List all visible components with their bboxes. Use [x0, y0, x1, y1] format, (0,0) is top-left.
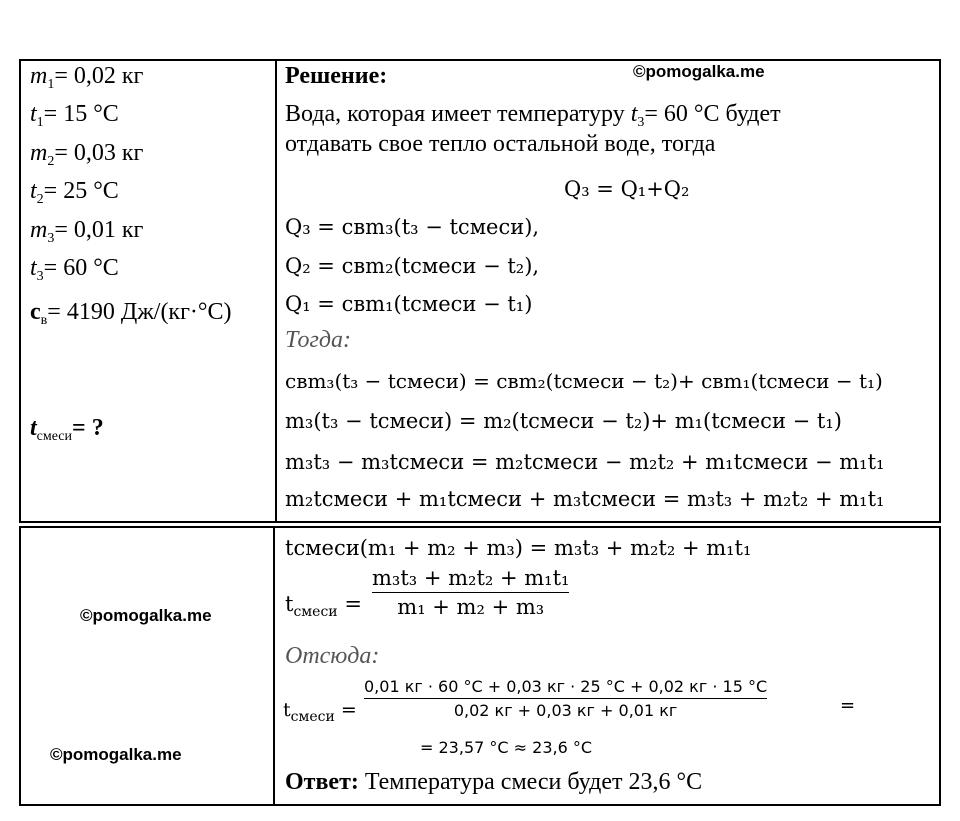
given-cv-value: = 4190 Дж/(кг·°С)	[47, 299, 232, 325]
intro-line-1-b: = 60 °C будет	[644, 101, 781, 127]
given-m3: $m_3= 0,01$ кг	[30, 217, 144, 246]
find-t-mix: $t_{смеси}=$ ?	[30, 415, 104, 444]
t-mix-label-1: $t_{смеси}$ =	[285, 592, 362, 620]
fraction-bar	[372, 592, 569, 593]
given-m1: $m_1= 0,02$ кг	[30, 63, 144, 92]
intro-line-2: отдавать свое тепло остальной воде, тогда	[285, 131, 716, 157]
intro-line-1-a: Вода, которая имеет температуру	[285, 101, 625, 127]
numeric-result: = 23,57 °C ≈ 23,6 °C	[420, 738, 593, 757]
given-m3-value: = 0,01 кг	[54, 217, 144, 243]
equation-balance-a: cвm₃(t₃ − tсмеси) = cвm₂(tсмеси − t₂)+ cвm₁(tсмеси − t₁)	[285, 369, 883, 393]
given-cv: $c_в= 4190$ Дж/(кг·°С)	[30, 299, 232, 328]
fraction-bar	[364, 698, 767, 699]
equals-trailing: =	[840, 695, 856, 716]
fraction-symbolic-numerator: m₃t₃ + m₂t₂ + m₁t₁	[372, 566, 570, 590]
fraction-symbolic	[372, 566, 569, 619]
given-m2: $m_2= 0,03$ кг	[30, 140, 144, 169]
otsyuda-label: Отсюда:	[285, 643, 380, 669]
answer-label: Ответ:	[285, 769, 359, 795]
equation-q1: Q₁ = cвm₁(tсмеси − t₁)	[285, 292, 533, 316]
equation-balance-d: m₂tсмеси + m₁tсмеси + m₃tсмеси = m₃t₃ + m₂t₂ + m₁t₁	[285, 487, 885, 511]
equation-factored: tсмеси(m₁ + m₂ + m₃) = m₃t₃ + m₂t₂ + m₁t₁	[285, 536, 752, 560]
given-t2: $t_2= 25$ °C	[30, 178, 119, 207]
fraction-numeric-numerator: 0,01 кг · 60 °C + 0,03 кг · 25 °C + 0,02 кг · 15 °C	[364, 677, 768, 696]
solution-heading: Решение:	[285, 63, 388, 89]
answer-text: Температура смеси будет 23,6 °C	[364, 769, 703, 795]
given-t3-value: = 60 °C	[43, 255, 119, 281]
given-m1-value: = 0,02 кг	[54, 63, 144, 89]
watermark-left-middle: ©pomogalka.me	[80, 606, 212, 625]
given-t1: $t_1= 15$ °C	[30, 101, 119, 130]
fraction-symbolic-denominator: m₁ + m₂ + m₃	[397, 595, 545, 619]
given-t2-value: = 25 °C	[43, 178, 119, 204]
equation-main: Q₃ = Q₁+Q₂	[564, 177, 690, 201]
given-t1-value: = 15 °C	[43, 101, 119, 127]
fraction-numeric-denominator: 0,02 кг + 0,03 кг + 0,01 кг	[453, 701, 678, 720]
equation-q3: Q₃ = cвm₃(t₃ − tсмеси),	[285, 215, 540, 239]
equation-balance-b: m₃(t₃ − tсмеси) = m₂(tсмеси − t₂)+ m₁(tсмеси − t₁)	[285, 409, 842, 433]
togda-label: Тогда:	[285, 327, 351, 353]
equation-q2: Q₂ = cвm₂(tсмеси − t₂),	[285, 254, 540, 278]
given-t3: $t_3= 60$ °C	[30, 255, 119, 284]
equation-balance-c: m₃t₃ − m₃tсмеси = m₂tсмеси − m₂t₂ + m₁tсмеси − m₁t₁	[285, 450, 885, 474]
intro-line-1: Вода, которая имеет температуру $t_3= 60$ °C будет	[285, 101, 781, 130]
t-mix-label-2: $t_{смеси}$ =	[283, 699, 357, 725]
find-value: = ?	[72, 415, 104, 441]
given-m2-value: = 0,03 кг	[54, 140, 144, 166]
watermark-top: ©pomogalka.me	[633, 62, 765, 81]
column-divider	[275, 61, 277, 521]
watermark-left-bottom: ©pomogalka.me	[50, 745, 182, 764]
answer-line	[285, 768, 702, 796]
column-divider	[273, 528, 275, 804]
fraction-numeric	[364, 677, 767, 720]
